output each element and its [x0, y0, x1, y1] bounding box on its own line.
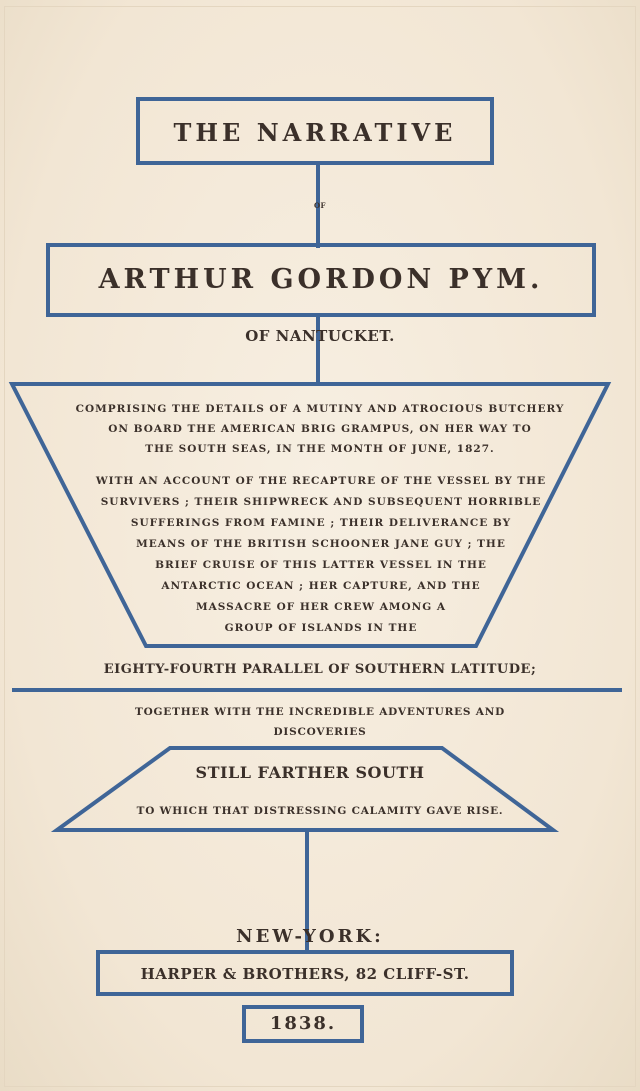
- account-line: SURVIVERS ; THEIR SHIPWRECK AND SUBSEQUENT HORRIBLE: [100, 496, 542, 508]
- farther-south-trapezoid: [57, 748, 553, 830]
- title-narrative: THE NARRATIVE: [173, 118, 457, 147]
- city-new-york: NEW-YORK:: [236, 926, 384, 947]
- account-line: SUFFERINGS FROM FAMINE ; THEIR DELIVERANCE BY: [130, 517, 512, 529]
- account-line: ANTARCTIC OCEAN ; HER CAPTURE, AND THE: [161, 580, 481, 592]
- publisher-name: HARPER & BROTHERS, 82 CLIFF-ST.: [140, 965, 470, 983]
- account-line: MASSACRE OF HER CREW AMONG A: [196, 601, 446, 613]
- connector-name-summary: [316, 314, 320, 384]
- together-line: DISCOVERIES: [273, 726, 367, 738]
- title-of: OF: [313, 201, 327, 210]
- account-line: BRIEF CRUISE OF THIS LATTER VESSEL IN THE: [155, 559, 487, 571]
- summary-line: ON BOARD THE AMERICAN BRIG GRAMPUS, ON HER WAY TO: [108, 423, 532, 435]
- summary-line: THE SOUTH SEAS, IN THE MONTH OF JUNE, 1827.: [145, 443, 495, 455]
- parallel-line: EIGHTY-FOURTH PARALLEL OF SOUTHERN LATITUDE;: [103, 662, 537, 677]
- publication-year: 1838.: [269, 1013, 337, 1034]
- place-nantucket: OF NANTUCKET.: [245, 327, 395, 345]
- account-line: MEANS OF THE BRITISH SCHOONER JANE GUY ; THE: [136, 538, 506, 550]
- calamity-line: TO WHICH THAT DISTRESSING CALAMITY GAVE RISE.: [136, 805, 504, 817]
- author-name: ARTHUR GORDON PYM.: [98, 264, 544, 295]
- divider-rule: [12, 688, 622, 692]
- together-line: TOGETHER WITH THE INCREDIBLE ADVENTURES AND: [134, 706, 506, 718]
- farther-south: STILL FARTHER SOUTH: [195, 763, 425, 782]
- account-line: GROUP OF ISLANDS IN THE: [224, 622, 418, 634]
- account-line: WITH AN ACCOUNT OF THE RECAPTURE OF THE VESSEL BY THE: [95, 475, 547, 487]
- summary-line: COMPRISING THE DETAILS OF A MUTINY AND ATROCIOUS BUTCHERY: [75, 403, 565, 415]
